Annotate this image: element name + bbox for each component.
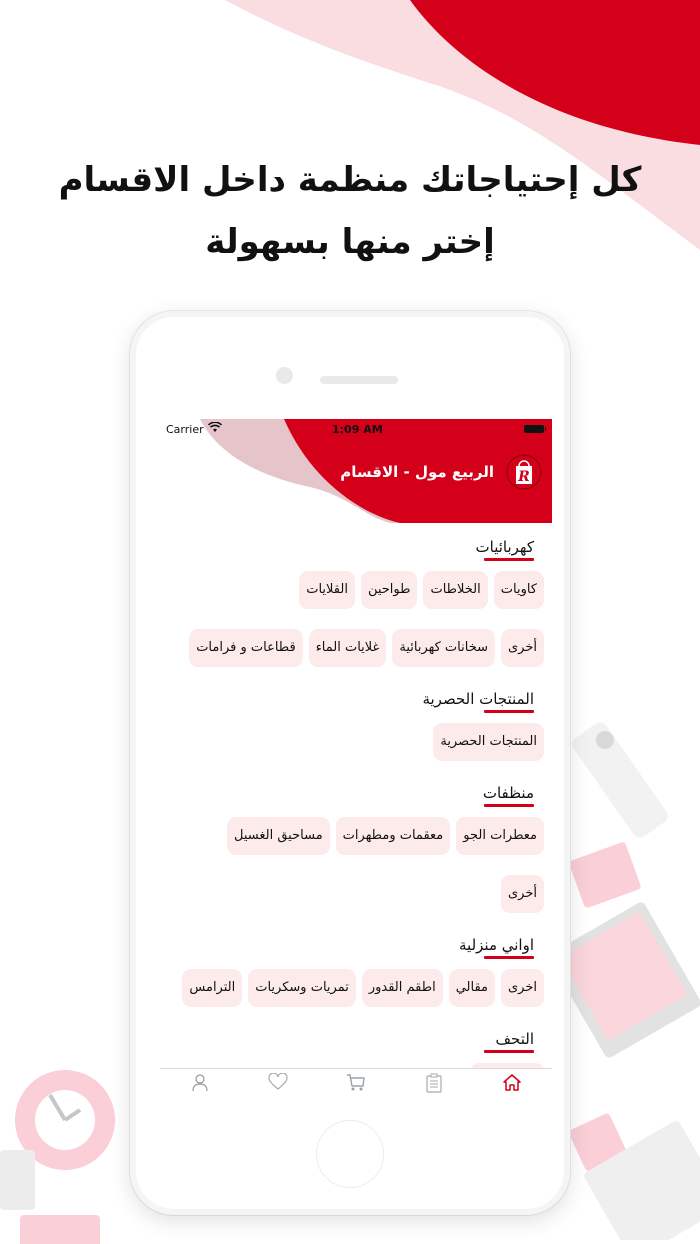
status-bar (160, 419, 552, 441)
subcategory-chips (160, 817, 544, 921)
background-appliances-illustration-right (560, 700, 700, 1240)
tab-cart[interactable] (336, 1073, 376, 1097)
tab-profile[interactable] (180, 1073, 220, 1097)
subcategory-chip[interactable]: أخرى (501, 875, 544, 913)
wifi-icon (208, 422, 222, 433)
tab-favorites[interactable] (258, 1073, 298, 1097)
page-title: الربيع مول - الاقسام (340, 463, 494, 481)
status-carrier: Carrier (166, 423, 204, 436)
phone-mockup (130, 311, 570, 1215)
app-screen (160, 419, 552, 1099)
category-section-exclusive (160, 689, 544, 769)
battery-icon (524, 425, 544, 433)
app-header (160, 419, 552, 523)
categories-list (160, 523, 552, 1068)
subcategory-chip[interactable]: طواحين (361, 571, 418, 609)
category-section-antiques (160, 1029, 544, 1068)
headline-line-2: إختر منها بسهولة (205, 222, 495, 262)
subcategory-chip[interactable]: مساحيق الغسيل (227, 817, 330, 855)
subcategory-chip[interactable]: القلايات (299, 571, 355, 609)
subcategory-chip[interactable]: المنتجات الحصرية (433, 723, 544, 761)
section-title: منظفات (483, 784, 534, 807)
category-section-kitchenware (160, 935, 544, 1015)
subcategory-chip[interactable]: اطقم القدور (362, 969, 443, 1007)
subcategory-chip[interactable]: اخرى (501, 969, 544, 1007)
subcategory-chip[interactable]: معقمات ومطهرات (336, 817, 451, 855)
phone-home-button (316, 1120, 384, 1188)
subcategory-chip[interactable]: الخلاطات (423, 571, 487, 609)
svg-text:R: R (518, 469, 530, 485)
category-section-cleaners (160, 783, 544, 921)
section-title: التحف (496, 1030, 534, 1053)
tab-home[interactable] (492, 1073, 532, 1097)
subcategory-chips (160, 969, 544, 1015)
subcategory-chip[interactable]: سخانات كهربائية (392, 629, 495, 667)
subcategory-chip[interactable]: معطرات الجو (456, 817, 544, 855)
section-title: كهربائيات (476, 538, 534, 561)
cart-icon (346, 1073, 366, 1093)
subcategory-chip[interactable]: كاويات (494, 571, 544, 609)
phone-camera (276, 367, 293, 384)
user-icon (191, 1073, 209, 1093)
subcategory-chip[interactable]: تمريات وسكريات (248, 969, 356, 1007)
clipboard-icon (425, 1073, 443, 1093)
tab-orders[interactable] (414, 1073, 454, 1097)
subcategory-chip[interactable]: قطاعات و فرامات (189, 629, 303, 667)
section-title: المنتجات الحصرية (422, 690, 534, 713)
background-pink-wave (0, 0, 700, 260)
subcategory-chip[interactable]: أخرى (501, 629, 544, 667)
bottom-tab-bar (160, 1068, 552, 1099)
heart-icon (268, 1073, 288, 1091)
subcategory-chip[interactable]: مقالي (449, 969, 495, 1007)
subcategory-chip[interactable]: غلايات الماء (309, 629, 387, 667)
subcategory-chips (160, 571, 544, 675)
section-title: اواني منزلية (459, 936, 534, 959)
headline-line-1: كل إحتياجاتك منظمة داخل الاقسام (58, 160, 642, 200)
subcategory-chip[interactable]: الترامس (182, 969, 242, 1007)
status-time: 1:09 AM (332, 423, 383, 436)
shopping-bag-logo-icon (506, 454, 542, 490)
phone-speaker (320, 376, 398, 384)
category-section-electrical (160, 537, 544, 675)
subcategory-chips (160, 723, 544, 769)
home-icon (502, 1073, 522, 1093)
